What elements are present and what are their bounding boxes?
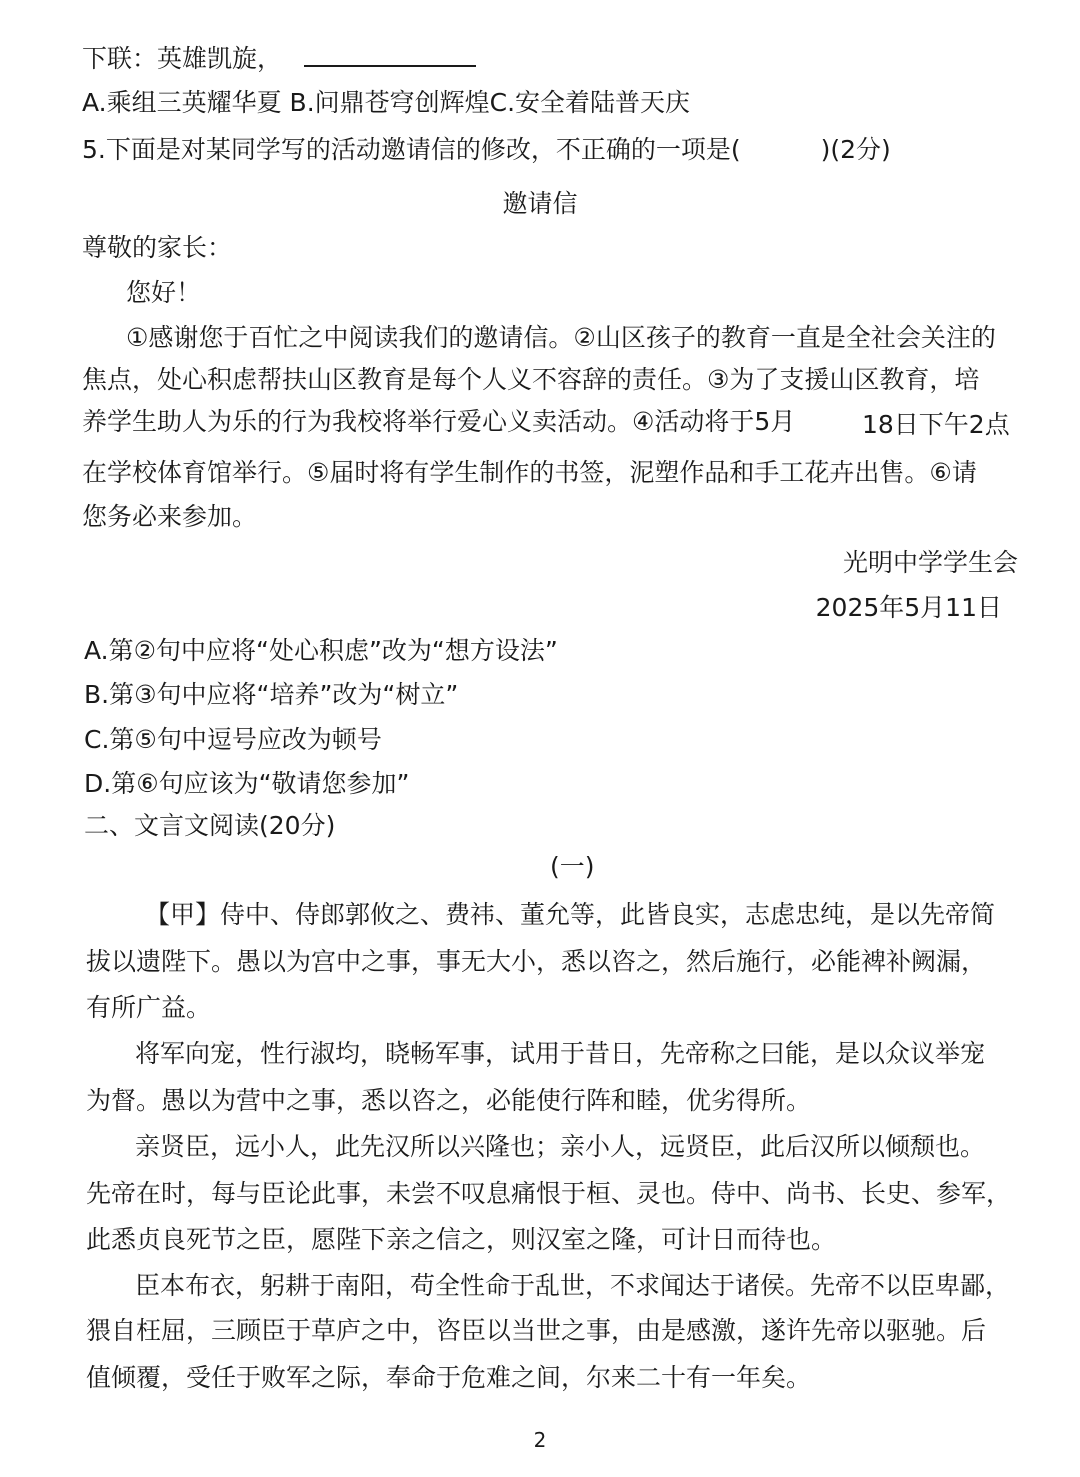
q5-option-b: B.第③句中应将“培养”改为“树立” xyxy=(84,680,459,709)
passage-line: 【甲】侍中、侍郎郭攸之、费祎、董允等，此皆良实，志虑忠纯，是以先帝简 xyxy=(145,900,996,929)
section2-heading: 二、文言文阅读(20分) xyxy=(84,811,336,840)
passage-line: 臣本布衣，躬耕于南阳，苟全性命于乱世，不求闻达于诸侯。先帝不以臣卑鄙， xyxy=(135,1271,1011,1300)
passage-line: 亲贤臣，远小人，此先汉所以兴隆也；亲小人，远贤臣，此后汉所以倾颓也。 xyxy=(135,1132,986,1161)
question5-stem-after: )(2分) xyxy=(820,135,891,164)
letter-line: 您务必来参加。 xyxy=(82,502,258,531)
letter-greeting: 您好！ xyxy=(126,278,202,307)
letter-line: 18日下午2点 xyxy=(862,410,1010,439)
question5-stem-before: 5.下面是对某同学写的活动邀请信的修改，不正确的一项是( xyxy=(82,135,741,164)
passage-line: 有所广益。 xyxy=(86,993,212,1022)
letter-salutation: 尊敬的家长： xyxy=(82,233,233,262)
letter-line: 养学生助人为乐的行为我校将举行爱心义卖活动。④活动将于5月 xyxy=(82,407,796,436)
passage-line: 为督。愚以为营中之事，悉以咨之，必能使行阵和睦，优劣得所。 xyxy=(86,1086,812,1115)
passage-line: 将军向宠，性行淑均，晓畅军事，试用于昔日，先帝称之曰能，是以众议举宠 xyxy=(135,1039,986,1068)
letter-line: 在学校体育馆举行。⑤届时将有学生制作的书签，泥塑作品和手工花卉出售。⑥请 xyxy=(82,458,977,487)
letter-signature: 光明中学学生会 xyxy=(842,548,1018,577)
page-number: 2 xyxy=(533,1428,547,1452)
couplet-lower-label: 下联：英雄凯旋， xyxy=(82,44,283,73)
question5-stem xyxy=(82,133,891,167)
couplet-lower-line xyxy=(82,42,476,76)
answer-blank xyxy=(304,43,476,67)
letter-date: 2025年5月11日 xyxy=(815,593,1002,622)
letter-line: ①感谢您于百忙之中阅读我们的邀请信。②山区孩子的教育一直是全社会关注的 xyxy=(126,323,996,352)
couplet-options: A.乘组三英耀华夏 B.问鼎苍穹创辉煌C.安全着陆普天庆 xyxy=(82,88,691,117)
q5-option-c: C.第⑤句中逗号应改为顿号 xyxy=(84,725,382,754)
passage-line: 值倾覆，受任于败军之际，奉命于危难之间，尔来二十有一年矣。 xyxy=(86,1363,812,1392)
q5-option-a: A.第②句中应将“处心积虑”改为“想方设法” xyxy=(84,636,558,665)
letter-line: 焦点，处心积虑帮扶山区教育是每个人义不容辞的责任。③为了支援山区教育，培 xyxy=(82,365,980,394)
passage-line: 先帝在时，每与臣论此事，未尝不叹息痛恨于桓、灵也。侍中、尚书、长史、参军， xyxy=(86,1179,1012,1208)
section2-subheading: (一) xyxy=(550,852,595,881)
passage-line: 猥自枉屈，三顾臣于草庐之中，咨臣以当世之事，由是感激，遂许先帝以驱驰。后 xyxy=(86,1316,987,1345)
passage-line: 拔以遗陛下。愚以为宫中之事，事无大小，悉以咨之，然后施行，必能裨补阙漏， xyxy=(86,947,987,976)
passage-line: 此悉贞良死节之臣，愿陛下亲之信之，则汉室之隆，可计日而待也。 xyxy=(86,1225,837,1254)
letter-title: 邀请信 xyxy=(502,189,578,218)
q5-option-d: D.第⑥句应该为“敬请您参加” xyxy=(84,769,410,798)
